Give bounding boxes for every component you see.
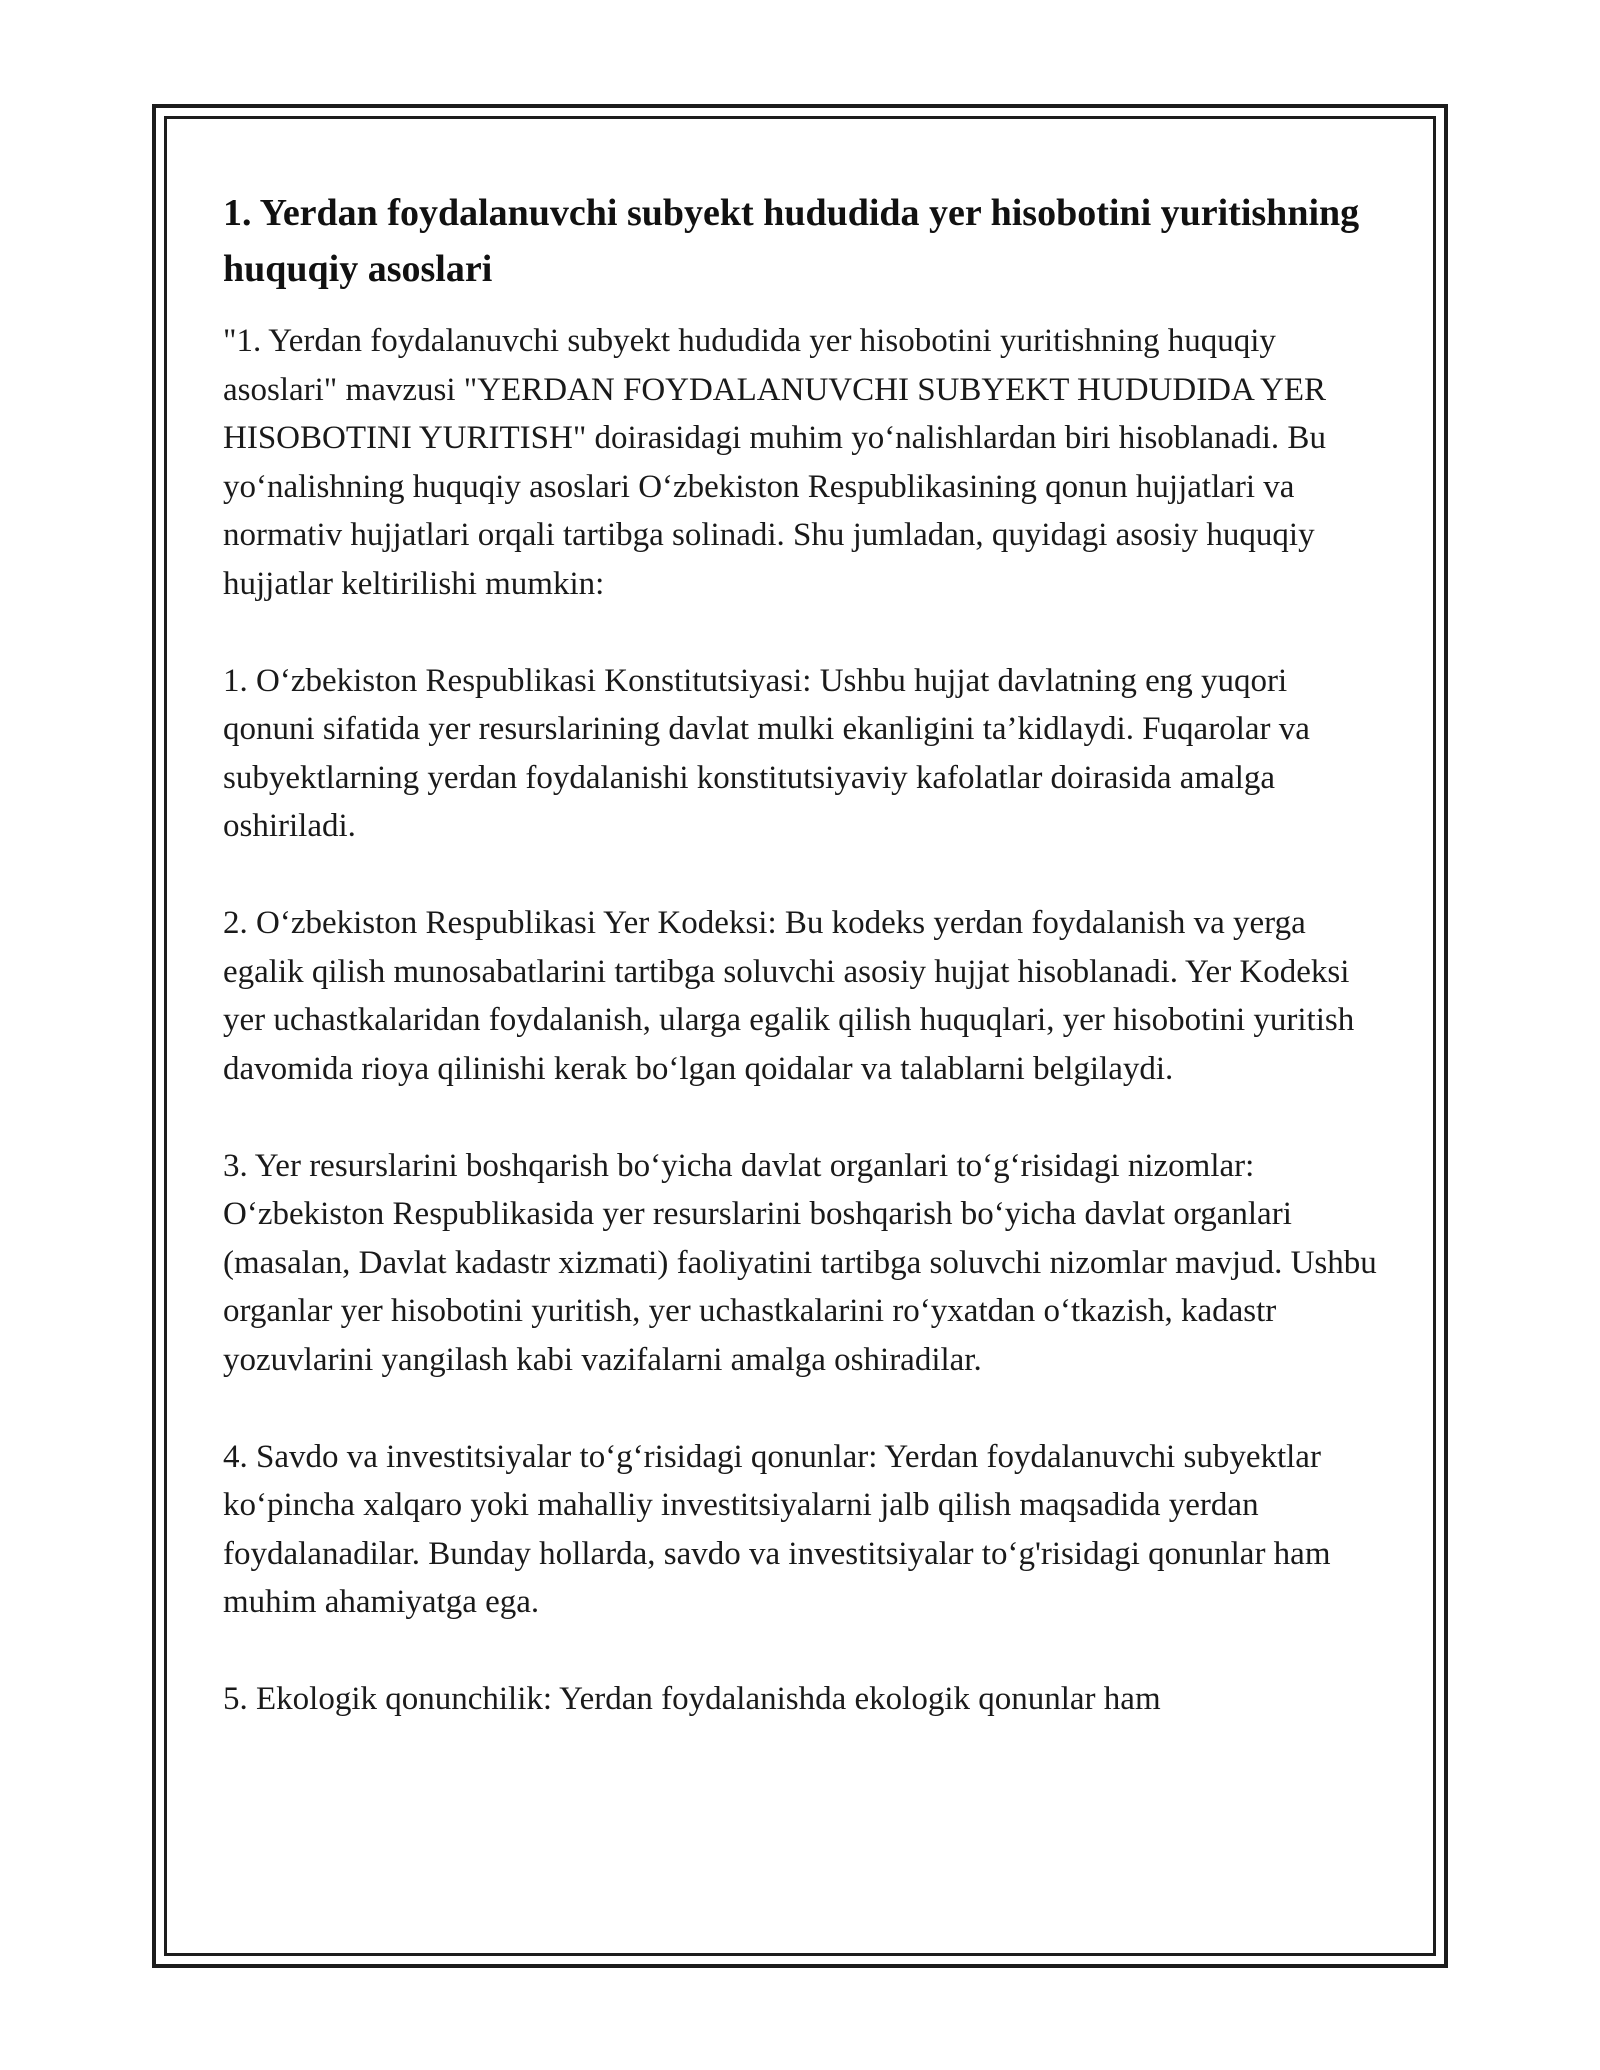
paragraph-state-bodies: 3. Yer resurslarini boshqarish bo‘yicha davlat organlari to‘g‘risidagi nizomlar: O‘zbekiston Respublikasida yer resurslarini boshqarish bo‘yicha davlat organlari (masalan, Davlat kadastr xizmati) faoliyatini tartibga soluvchi nizomlar mavjud. Ushbu organlar yer hisobotini yuritish, yer uchastkalarini ro‘yxatdan o‘tkazish, kadastr yozuvlarini yangilash kabi vazifalarni amalga oshiradilar. bbox=[223, 1147, 1377, 1378]
paragraph-ecology: 5. Ekologik qonunchilik: Yerdan foydalanishda ekologik qonunlar ham bbox=[223, 1681, 1161, 1717]
paragraph-land-code: 2. O‘zbekiston Respublikasi Yer Kodeksi: Bu kodeks yerdan foydalanish va yerga egalik qilish munosabatlarini tartibga soluvchi asosiy hujjat hisoblanadi. Yer Kodeksi yer uchastkalaridan foydalanish, ularga egalik qilish huquqlari, yer hisobotini yuritish davomida rioya qilinishi kerak bo‘lgan qoidalar va talablarni belgilaydi. bbox=[223, 905, 1355, 1087]
paragraph-constitution: 1. O‘zbekiston Respublikasi Konstitutsiyasi: Ushbu hujjat davlatning eng yuqori qonuni sifatida yer resurslarining davlat mulki ekanligini ta’kidlaydi. Fuqarolar va subyektlarning yerdan foydalanishi konstitutsiyaviy kafolatlar doirasida amalga oshiriladi. bbox=[223, 662, 1310, 844]
paragraph-trade-investment: 4. Savdo va investitsiyalar to‘g‘risidagi qonunlar: Yerdan foydalanuvchi subyektlar ko‘pincha xalqaro yoki mahalliy investitsiyalarni jalb qilish maqsadida yerdan foydalanadilar. Bunday hollarda, savdo va investitsiyalar to‘g'risidagi qonunlar ham muhim ahamiyatga ega. bbox=[223, 1438, 1331, 1620]
section-heading: 1. Yerdan foydalanuvchi subyekt hududida yer hisobotini yuritishning huquqiy asoslari bbox=[223, 192, 1360, 290]
intro-paragraph: "1. Yerdan foydalanuvchi subyekt hududida yer hisobotini yuritishning huquqiy asoslari" mavzusi "YERDAN FOYDALANUVCHI SUBYEKT HUDUDIDA YER HISOBOTINI YURITISH" doirasidagi muhim yo‘nalishlardan biri hisoblanadi. Bu yo‘nalishning huquqiy asoslari O‘zbekiston Respublikasining qonun hujjatlari va normativ hujjatlari orqali tartibga solinadi. Shu jumladan, quyidagi asosiy huquqiy hujjatlar keltirilishi mumkin: bbox=[223, 323, 1327, 602]
document-body bbox=[223, 185, 1383, 1724]
